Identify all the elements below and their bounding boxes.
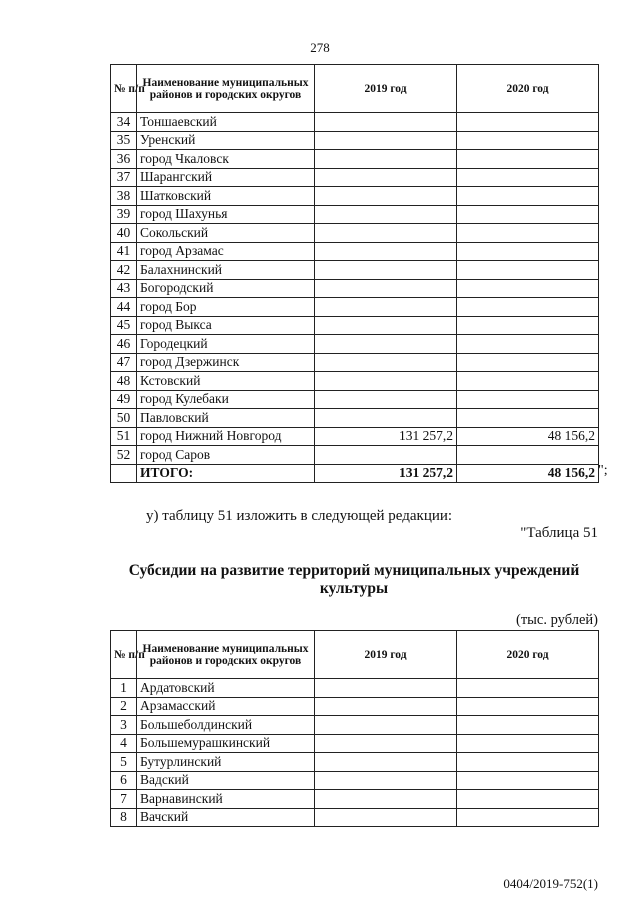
row-name: Уренский bbox=[137, 131, 315, 150]
row-number: 41 bbox=[111, 242, 137, 261]
row-name: Павловский bbox=[137, 409, 315, 428]
row-value-2019 bbox=[315, 187, 457, 206]
row-number: 36 bbox=[111, 150, 137, 169]
table-row bbox=[111, 372, 599, 391]
total-value-2019: 131 257,2 bbox=[315, 464, 457, 483]
row-number: 51 bbox=[111, 427, 137, 446]
row-name: Большеболдинский bbox=[137, 716, 315, 735]
total-label: ИТОГО: bbox=[137, 464, 315, 483]
row-value-2019 bbox=[315, 808, 457, 827]
row-number: 42 bbox=[111, 261, 137, 280]
table-row bbox=[111, 753, 599, 772]
row-value-2020 bbox=[457, 409, 599, 428]
row-number: 35 bbox=[111, 131, 137, 150]
table-row bbox=[111, 446, 599, 465]
table-row bbox=[111, 808, 599, 827]
row-value-2019 bbox=[315, 446, 457, 465]
table-row bbox=[111, 790, 599, 809]
total-value-2020: 48 156,2 bbox=[457, 464, 599, 483]
header-name: Наименование муниципальных районов и городских округов bbox=[137, 65, 315, 113]
section-title: Субсидии на развитие территорий муниципальных учреждений культуры bbox=[128, 562, 580, 597]
row-value-2020 bbox=[457, 261, 599, 280]
row-value-2020 bbox=[457, 113, 599, 132]
row-number: 38 bbox=[111, 187, 137, 206]
row-number: 2 bbox=[111, 697, 137, 716]
row-value-2019 bbox=[315, 716, 457, 735]
row-name: город Шахунья bbox=[137, 205, 315, 224]
row-value-2019 bbox=[315, 353, 457, 372]
row-value-2019 bbox=[315, 697, 457, 716]
row-value-2019 bbox=[315, 261, 457, 280]
row-number: 47 bbox=[111, 353, 137, 372]
total-row bbox=[111, 464, 599, 483]
row-value-2019 bbox=[315, 131, 457, 150]
table-row bbox=[111, 716, 599, 735]
table-row bbox=[111, 353, 599, 372]
closing-quote-mark: "; bbox=[598, 463, 608, 478]
document-code: 0404/2019-752(1) bbox=[503, 876, 598, 891]
row-value-2019 bbox=[315, 113, 457, 132]
row-name: город Выкса bbox=[137, 316, 315, 335]
row-value-2019 bbox=[315, 390, 457, 409]
table-label: "Таблица 51 bbox=[520, 525, 598, 541]
row-name: Арзамасский bbox=[137, 697, 315, 716]
header-2019: 2019 год bbox=[315, 631, 457, 679]
row-number: 34 bbox=[111, 113, 137, 132]
row-name: Шатковский bbox=[137, 187, 315, 206]
row-value-2020 bbox=[457, 808, 599, 827]
table-row bbox=[111, 427, 599, 446]
row-value-2020 bbox=[457, 790, 599, 809]
row-value-2019 bbox=[315, 372, 457, 391]
row-value-2020 bbox=[457, 716, 599, 735]
table-row bbox=[111, 205, 599, 224]
table-body bbox=[111, 679, 599, 827]
table-row bbox=[111, 409, 599, 428]
row-value-2019 bbox=[315, 298, 457, 317]
row-value-2020 bbox=[457, 446, 599, 465]
row-name: Бутурлинский bbox=[137, 753, 315, 772]
row-value-2019 bbox=[315, 790, 457, 809]
table-row bbox=[111, 734, 599, 753]
row-number: 7 bbox=[111, 790, 137, 809]
table-row bbox=[111, 679, 599, 698]
row-number: 43 bbox=[111, 279, 137, 298]
row-name: город Бор bbox=[137, 298, 315, 317]
table-row bbox=[111, 697, 599, 716]
unit-note: (тыс. рублей) bbox=[516, 612, 598, 628]
row-value-2020 bbox=[457, 335, 599, 354]
row-value-2020 bbox=[457, 679, 599, 698]
row-value-2020 bbox=[457, 168, 599, 187]
row-name: Вадский bbox=[137, 771, 315, 790]
row-name: город Нижний Новгород bbox=[137, 427, 315, 446]
row-number: 39 bbox=[111, 205, 137, 224]
row-name: Вачский bbox=[137, 808, 315, 827]
table-header-row bbox=[111, 65, 599, 113]
row-value-2019 bbox=[315, 771, 457, 790]
row-value-2019 bbox=[315, 734, 457, 753]
row-value-2020 bbox=[457, 242, 599, 261]
row-name: Ардатовский bbox=[137, 679, 315, 698]
row-value-2019: 131 257,2 bbox=[315, 427, 457, 446]
row-name: Балахнинский bbox=[137, 261, 315, 280]
row-value-2020 bbox=[457, 205, 599, 224]
row-value-2019 bbox=[315, 335, 457, 354]
header-2019: 2019 год bbox=[315, 65, 457, 113]
row-value-2020 bbox=[457, 390, 599, 409]
row-value-2019 bbox=[315, 205, 457, 224]
row-value-2020 bbox=[457, 734, 599, 753]
row-value-2020 bbox=[457, 279, 599, 298]
page-number: 278 bbox=[310, 40, 330, 55]
row-name: Варнавинский bbox=[137, 790, 315, 809]
row-number: 37 bbox=[111, 168, 137, 187]
row-value-2019 bbox=[315, 242, 457, 261]
table-row bbox=[111, 242, 599, 261]
header-num: № п/п bbox=[111, 65, 137, 113]
row-number: 40 bbox=[111, 224, 137, 243]
table-row bbox=[111, 224, 599, 243]
row-name: Большемурашкинский bbox=[137, 734, 315, 753]
row-number: 5 bbox=[111, 753, 137, 772]
instruction-text: у) таблицу 51 изложить в следующей редакции: bbox=[146, 508, 453, 524]
table-row bbox=[111, 150, 599, 169]
row-value-2020 bbox=[457, 150, 599, 169]
table-row bbox=[111, 316, 599, 335]
row-name: город Саров bbox=[137, 446, 315, 465]
row-number: 50 bbox=[111, 409, 137, 428]
row-value-2019 bbox=[315, 316, 457, 335]
table-header-row bbox=[111, 631, 599, 679]
total-num-cell bbox=[111, 464, 137, 483]
row-number: 3 bbox=[111, 716, 137, 735]
header-2020: 2020 год bbox=[457, 65, 599, 113]
row-number: 4 bbox=[111, 734, 137, 753]
table-body bbox=[111, 113, 599, 483]
row-number: 48 bbox=[111, 372, 137, 391]
row-name: город Кулебаки bbox=[137, 390, 315, 409]
row-number: 49 bbox=[111, 390, 137, 409]
row-name: город Чкаловск bbox=[137, 150, 315, 169]
row-number: 46 bbox=[111, 335, 137, 354]
row-value-2020 bbox=[457, 771, 599, 790]
row-value-2019 bbox=[315, 409, 457, 428]
row-value-2020 bbox=[457, 697, 599, 716]
row-number: 45 bbox=[111, 316, 137, 335]
row-value-2020 bbox=[457, 131, 599, 150]
header-name: Наименование муниципальных районов и городских округов bbox=[137, 631, 315, 679]
row-name: город Дзержинск bbox=[137, 353, 315, 372]
row-value-2020 bbox=[457, 298, 599, 317]
row-value-2020 bbox=[457, 224, 599, 243]
row-value-2019 bbox=[315, 150, 457, 169]
row-number: 8 bbox=[111, 808, 137, 827]
row-name: Кстовский bbox=[137, 372, 315, 391]
table-row bbox=[111, 261, 599, 280]
table-row bbox=[111, 771, 599, 790]
table-row bbox=[111, 131, 599, 150]
header-2020: 2020 год bbox=[457, 631, 599, 679]
row-value-2020 bbox=[457, 353, 599, 372]
row-number: 1 bbox=[111, 679, 137, 698]
row-value-2020 bbox=[457, 187, 599, 206]
row-name: Сокольский bbox=[137, 224, 315, 243]
table-row bbox=[111, 113, 599, 132]
row-value-2020: 48 156,2 bbox=[457, 427, 599, 446]
subsidy-table-continued bbox=[110, 64, 599, 483]
table-row bbox=[111, 390, 599, 409]
row-name: Шарангский bbox=[137, 168, 315, 187]
row-number: 44 bbox=[111, 298, 137, 317]
row-value-2019 bbox=[315, 279, 457, 298]
culture-subsidy-table bbox=[110, 630, 599, 827]
row-value-2019 bbox=[315, 753, 457, 772]
row-value-2019 bbox=[315, 168, 457, 187]
row-value-2020 bbox=[457, 753, 599, 772]
row-name: Тоншаевский bbox=[137, 113, 315, 132]
row-value-2019 bbox=[315, 679, 457, 698]
row-name: город Арзамас bbox=[137, 242, 315, 261]
table-row bbox=[111, 187, 599, 206]
row-value-2019 bbox=[315, 224, 457, 243]
row-name: Богородский bbox=[137, 279, 315, 298]
row-value-2020 bbox=[457, 316, 599, 335]
row-number: 6 bbox=[111, 771, 137, 790]
row-value-2020 bbox=[457, 372, 599, 391]
header-num: № п/п bbox=[111, 631, 137, 679]
table-row bbox=[111, 298, 599, 317]
row-number: 52 bbox=[111, 446, 137, 465]
table-row bbox=[111, 279, 599, 298]
table-row bbox=[111, 335, 599, 354]
row-name: Городецкий bbox=[137, 335, 315, 354]
table-row bbox=[111, 168, 599, 187]
